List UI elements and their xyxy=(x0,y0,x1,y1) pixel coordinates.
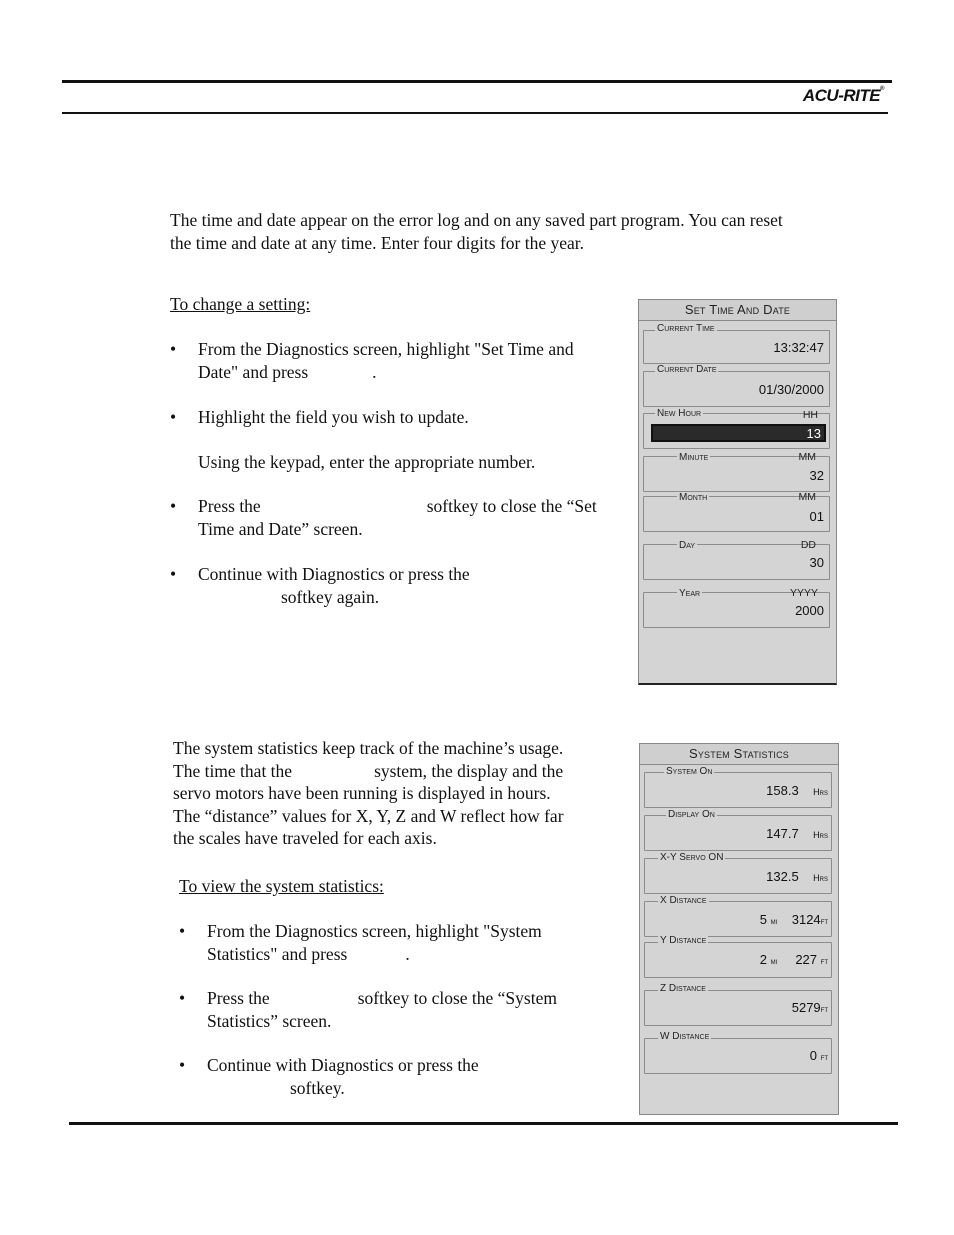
time-step-4: • Continue with Diagnostics or press the softkey again. xyxy=(170,564,470,607)
stats-step-2: • Press the softkey to close the “System Statistics” screen. xyxy=(179,988,557,1031)
time-step-2: • Highlight the field you wish to update. xyxy=(170,407,469,427)
stats-step-3: • Continue with Diagnostics or press the softkey. xyxy=(179,1055,479,1098)
stats-step-1: • From the Diagnostics screen, highlight "System Statistics" and press . xyxy=(179,921,542,964)
time-intro-line-2: the time and date at any time. Enter four digits for the year. xyxy=(170,232,585,253)
system-on-field: System On 158.3 Hrs xyxy=(644,766,832,808)
xy-servo-on-field: X-Y Servo ON 132.5 Hrs xyxy=(644,852,832,894)
brand-logo: ACU-RITE® xyxy=(802,86,884,105)
set-time-date-screen xyxy=(638,299,837,685)
system-statistics-screen xyxy=(639,743,839,1115)
z-distance-field: Z Distance 5279ft xyxy=(644,984,832,1026)
new-hour-input[interactable]: 13 xyxy=(651,424,826,442)
year-field[interactable]: Year YYYY 2000 xyxy=(643,586,830,628)
day-field[interactable]: Day DD 30 xyxy=(643,538,830,580)
y-distance-field: Y Distance 2 mi 227 ft xyxy=(644,936,832,978)
stats-intro: The system statistics keep track of the machine’s usage. The time that the system, the display and the servo motors have been running is displayed in hours. The “distance” values for X, Y, Z and W reflect how far the scales have traveled for each axis. xyxy=(173,738,564,848)
minute-field[interactable]: Minute MM 32 xyxy=(643,450,830,492)
panel-title: Set Time And Date xyxy=(639,300,836,321)
new-hour-field[interactable]: New Hour HH 13 xyxy=(643,409,830,449)
time-intro xyxy=(170,209,850,254)
time-step-1: • From the Diagnostics screen, highlight "Set Time and Date" and press . xyxy=(170,339,574,382)
time-heading: To change a setting: xyxy=(170,294,311,314)
w-distance-field: W Distance 0 ft xyxy=(644,1032,832,1074)
current-date-field[interactable]: Current Date 01/30/2000 xyxy=(643,367,830,407)
footer-rule xyxy=(69,1122,898,1125)
stats-heading: To view the system statistics: xyxy=(179,876,384,896)
time-step-2-note: Using the keypad, enter the appropriate number. xyxy=(198,452,536,472)
display-on-field: Display On 147.7 Hrs xyxy=(644,809,832,851)
header-top-rule xyxy=(62,80,892,83)
time-step-3: • Press the softkey to close the “Set Time and Date” screen. xyxy=(170,496,597,539)
x-distance-field: X Distance 5 mi 3124ft xyxy=(644,895,832,937)
time-intro-line-1: The time and date appear on the error log and on any saved part program. You can reset xyxy=(170,210,783,230)
month-field[interactable]: Month MM 01 xyxy=(643,490,830,532)
header-bottom-rule xyxy=(62,112,888,114)
current-time-field[interactable]: Current Time 13:32:47 xyxy=(643,326,830,364)
panel-title: System Statistics xyxy=(640,744,838,765)
